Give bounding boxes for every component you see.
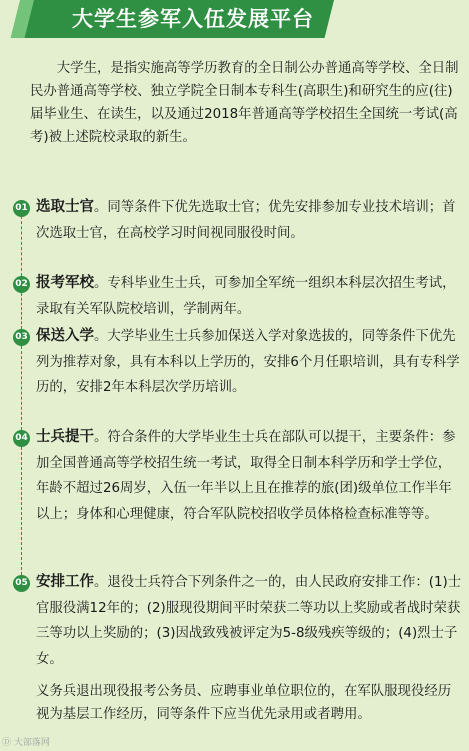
watermark: Ⓓ 大部落网 — [2, 738, 50, 748]
number-badge: 05 — [13, 575, 30, 592]
number-badge: 01 — [13, 200, 30, 217]
item-heading: 报考军校 — [36, 275, 94, 291]
number-badge: 02 — [13, 276, 30, 293]
list-item — [36, 324, 462, 401]
connector-line — [21, 447, 23, 575]
list-item — [36, 570, 462, 672]
connector-line — [21, 293, 23, 329]
list-item — [36, 425, 462, 527]
connector-line — [21, 216, 23, 276]
page-title: 大学生参军入伍发展平台 — [72, 7, 314, 31]
item-heading: 士兵提干 — [36, 429, 94, 445]
connector-line — [21, 346, 23, 430]
item-body: 。同等条件下优先选取士官；优先安排参加专业技术培训；首次选取士官，在高校学习时间视同服役时间。 — [36, 200, 456, 241]
number-badge: 03 — [13, 329, 30, 346]
item-body: 。符合条件的大学毕业生士兵在部队可以提干，主要条件：参加全国普通高等学校招生统一考试，取得全日制本科学历和学士学位，年龄不超过26周岁，入伍一年半以上且在推荐的旅(团)级单位工作半年以上；身体和心理健康，符合军队院校招收学员体格检查标准等等。 — [36, 430, 456, 522]
intro-paragraph: 大学生，是指实施高等学历教育的全日制公办普通高等学校、全日制民办普通高等学校、独立学院全日制本专科生(高职生)和研究生的应(往)届毕业生、在读生，以及通过2018年普通高等学校招生全国统一考试(高考)被上述院校录取的新生。 — [30, 61, 459, 145]
item-heading: 选取士官 — [36, 199, 94, 215]
item-body: 。退役士兵符合下列条件之一的，由人民政府安排工作：(1)士官服役满12年的；(2)服现役期间平时荣获二等功以上奖励或者战时荣获三等功以上奖励的；(3)因战致残被评定为5-8级残疾等级的；(4)烈士子女。 — [36, 575, 462, 667]
closing-paragraph: 义务兵退出现役报考公务员、应聘事业单位职位的，在军队服现役经历视为基层工作经历，同等条件下应当优先录用或者聘用。 — [36, 684, 452, 722]
item-body: 。专科毕业生士兵，可参加全军统一组织本科层次招生考试，录取有关军队院校培训，学制两年。 — [36, 276, 456, 317]
item-heading: 安排工作 — [36, 574, 94, 590]
list-item — [36, 195, 462, 246]
item-body: 。大学毕业生士兵参加保送入学对象选拔的，同等条件下优先列为推荐对象，具有本科以上学历的，安排6个月任职培训，具有专科学历的，安排2年本科层次学历培训。 — [36, 329, 460, 395]
list-item — [36, 271, 462, 322]
number-badge: 04 — [13, 430, 30, 447]
item-heading: 保送入学 — [36, 328, 94, 344]
